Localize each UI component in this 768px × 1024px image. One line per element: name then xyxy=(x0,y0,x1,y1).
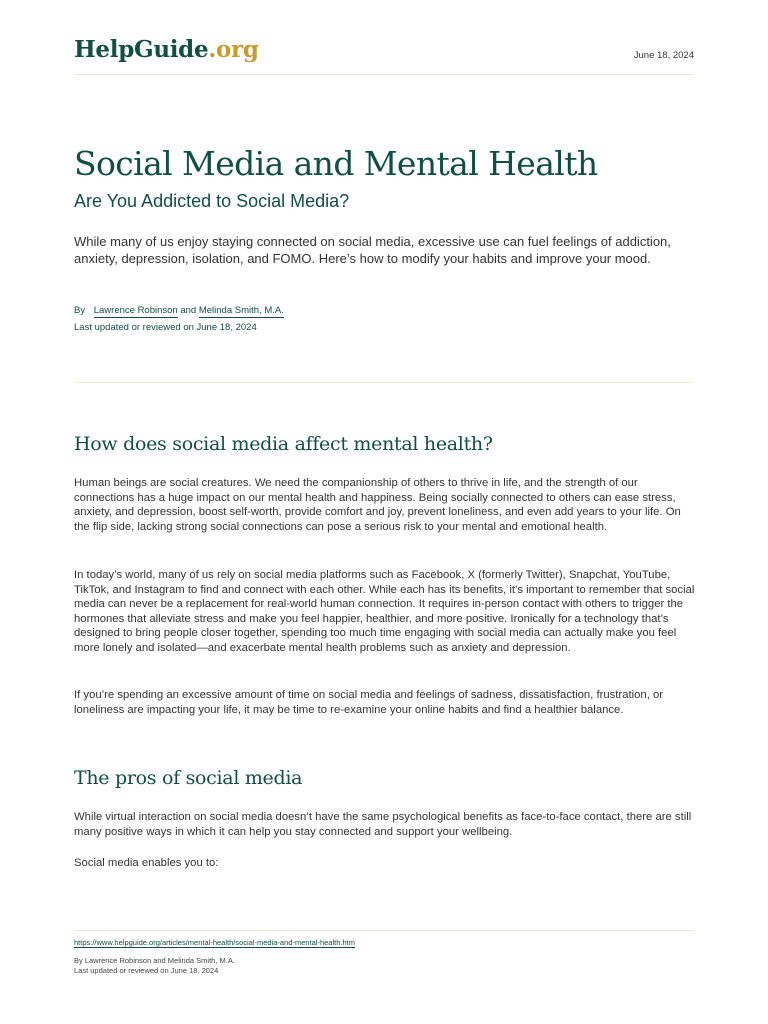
page-subtitle: Are You Addicted to Social Media? xyxy=(74,191,350,211)
header-date: June 18, 2024 xyxy=(633,50,694,61)
logo-brand: HelpGuide xyxy=(74,36,209,63)
footer-divider xyxy=(74,930,694,931)
section-paragraph: While virtual interaction on social media doesn’t have the same psychological benefits as face-to-face contact, there are still many positive ways in which it can help you stay connected and support your wellbeing. xyxy=(74,811,692,838)
author-link-robinson[interactable]: Lawrence Robinson xyxy=(93,305,178,316)
byline xyxy=(74,305,284,316)
section-paragraph: Human beings are social creatures. We need the companionship of others to thrive in life, and the strength of our connections has a huge impact on our mental health and happiness. Being socially connected to others can ease stress, anxiety, and depression, boost self-worth, provide comfort and joy, prevent loneliness, and even add years to your life. On the flip side, lacking strong social connections can pose a serious risk to your mental and emotional health. xyxy=(74,477,681,533)
section-heading-mental-health: How does social media affect mental health? xyxy=(74,433,493,455)
article-lede: While many of us enjoy staying connected on social media, excessive use can fuel feelings of addiction, anxiety, depression, isolation, and FOMO. Here’s how to modify your habits and improve your mood. xyxy=(74,234,671,266)
section-heading-pros: The pros of social media xyxy=(74,767,303,789)
page-title: Social Media and Mental Health xyxy=(74,144,598,183)
section-paragraph: If you’re spending an excessive amount of time on social media and feelings of sadness, dissatisfaction, frustration, or loneliness are impacting your life, it may be time to re-examine your online habits and find a healthier balance. xyxy=(74,689,664,716)
footer-byline: By Lawrence Robinson and Melinda Smith, M.A. xyxy=(74,956,235,965)
site-logo[interactable] xyxy=(74,36,259,63)
author-link-smith[interactable]: Melinda Smith, M.A. xyxy=(198,305,284,316)
site-header xyxy=(74,36,694,75)
footer-updated: Last updated or reviewed on June 18, 2024 xyxy=(74,966,219,975)
section-paragraph: In today’s world, many of us rely on social media platforms such as Facebook, X (formerly Twitter), Snapchat, YouTube, TikTok, and Instagram to find and connect with each other. While each has its benefits, it’s important to remember that social media can never be a replacement for real-world human connection. It requires in-person contact with others to trigger the hormones that alleviate stress and make you feel happier, healthier, and more positive. Ironically for a technology that’s designed to bring people closer together, spending too much time engaging with social media can actually make you feel more lonely and isolated—and exacerbate mental health problems such as anxiety and depression. xyxy=(74,569,695,654)
divider xyxy=(74,382,694,383)
footer-url-link[interactable]: https://www.helpguide.org/articles/mental-health/social-media-and-mental-health.htm xyxy=(74,938,355,947)
last-updated: Last updated or reviewed on June 18, 2024 xyxy=(74,322,257,333)
section-paragraph: Social media enables you to: xyxy=(74,857,219,869)
byline-by: By xyxy=(74,305,86,316)
logo-tld: .org xyxy=(208,36,259,63)
byline-and: and xyxy=(180,305,197,316)
